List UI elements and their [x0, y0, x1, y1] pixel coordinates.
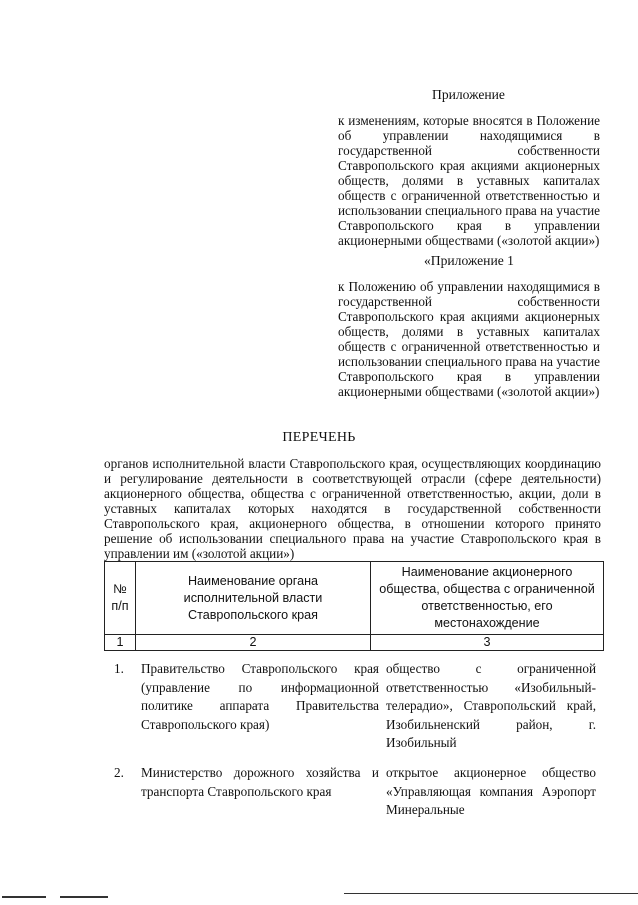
- column-number-3: 3: [371, 635, 604, 651]
- column-number-2: 2: [136, 635, 371, 651]
- list-subtitle: органов исполнительной власти Ставропольского края, осуществляющих координацию и регулирование деятельности в соответствующей отрасли (сфере деятельности) акционерного общества, общества с ограниченной ответственностью, акции, доли в уставных капиталах которых находятся в государственной собственности Ставропольского края, акционерного общества, в отношении которого принято решение об использовании специального права на участие Ставропольского края в управлении им («золотой акции»): [104, 456, 601, 561]
- list-title: ПЕРЕЧЕНЬ: [282, 430, 356, 445]
- header-number: № п/п: [105, 562, 136, 635]
- row-organ: Правительство Ставропольского края (управление по информационной политике аппарата Правительства Ставропольского края): [141, 661, 379, 732]
- row-organ: Министерство дорожного хозяйства и транспорта Ставропольского края: [141, 765, 379, 799]
- row-number: 1.: [114, 661, 124, 676]
- row-company: открытое акционерное общество «Управляющая компания Аэропорт Минеральные: [386, 765, 596, 817]
- appendix-title: Приложение: [432, 87, 505, 102]
- row-number: 2.: [114, 765, 124, 780]
- header-organ: Наименование органа исполнительной власти Ставропольского края: [136, 562, 371, 635]
- scan-artifact-line: [2, 896, 46, 898]
- scan-artifact-line: [344, 893, 638, 894]
- scan-artifact-line: [60, 896, 108, 898]
- list-table-header: [104, 561, 604, 651]
- appendix1-title: «Приложение 1: [424, 253, 514, 268]
- column-number-1: 1: [105, 635, 136, 651]
- appendix1-text: к Положению об управлении находящимися в государственной собственности Ставропольского края акциями акционерных обществ, долями в уставных капиталах обществ с ограниченной ответственностью и использовании специального права на участие Ставропольского края в управлении акционерными обществами («золотой акции»): [338, 279, 600, 399]
- header-company: Наименование акционерного общества, общества с ограниченной ответственностью, его местонахождение: [371, 562, 604, 635]
- appendix-text: к изменениям, которые вносятся в Положение об управлении находящимися в государственной собственности Ставропольского края акциями акционерных обществ, долями в уставных капиталах обществ с ограниченной ответственностью и использовании специального права на участие Ставропольского края в управлении акционерными обществами («золотой акции»): [338, 113, 600, 248]
- row-company: общество с ограниченной ответственностью «Изобильный-телерадио», Ставропольский край, Изобильненский район, г. Изобильный: [386, 661, 596, 750]
